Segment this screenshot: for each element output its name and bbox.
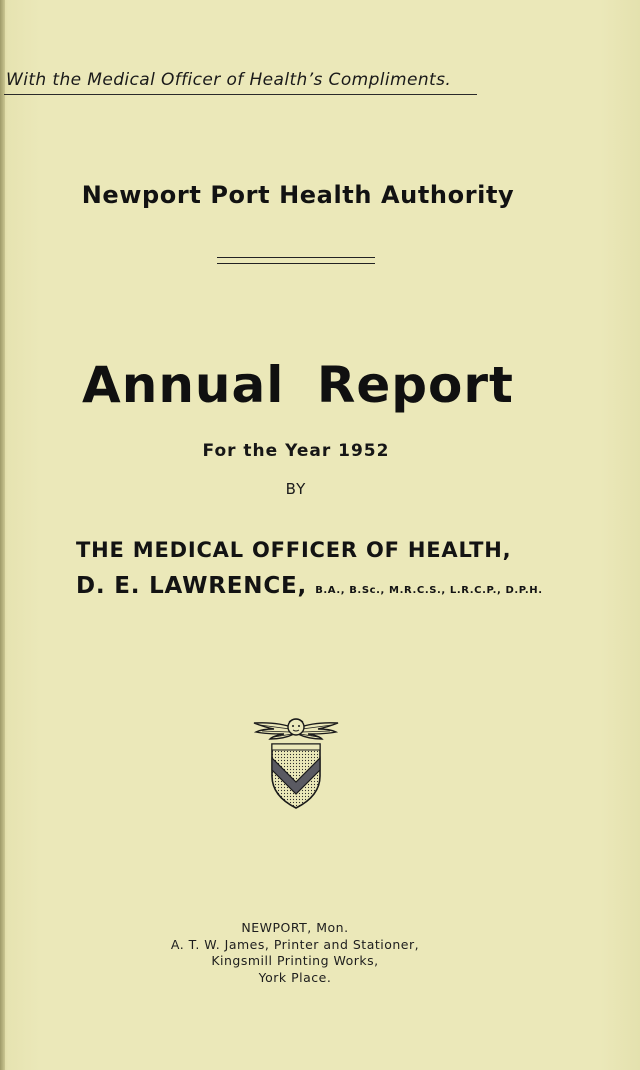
compliments-note: With the Medical Officer of Health’s Compliments. [6,70,452,90]
imprint-line: Kingsmill Printing Works, [211,953,379,968]
imprint-line: NEWPORT, Mon. [241,920,349,935]
officer-name-line [76,573,543,599]
printer-imprint [0,920,590,986]
report-year: For the Year 1952 [202,441,390,461]
binding-edge [0,0,5,1070]
imprint-line: A. T. W. James, Printer and Stationer, [170,936,420,952]
officer-title: THE MEDICAL OFFICER OF HEALTH, [76,538,512,562]
compliments-underline [4,94,477,95]
double-rule-divider [217,257,375,264]
authority-heading: Newport Port Health Authority [81,181,515,209]
imprint-line: York Place. [258,969,332,985]
officer-qualifications: B.A., B.Sc., M.R.C.S., L.R.C.P., D.P.H. [315,585,543,596]
by-line: BY [285,480,307,498]
winged-cherub-shield-icon [250,714,342,812]
officer-name: D. E. LAWRENCE, [76,573,308,599]
report-title: Annual Report [82,356,514,414]
